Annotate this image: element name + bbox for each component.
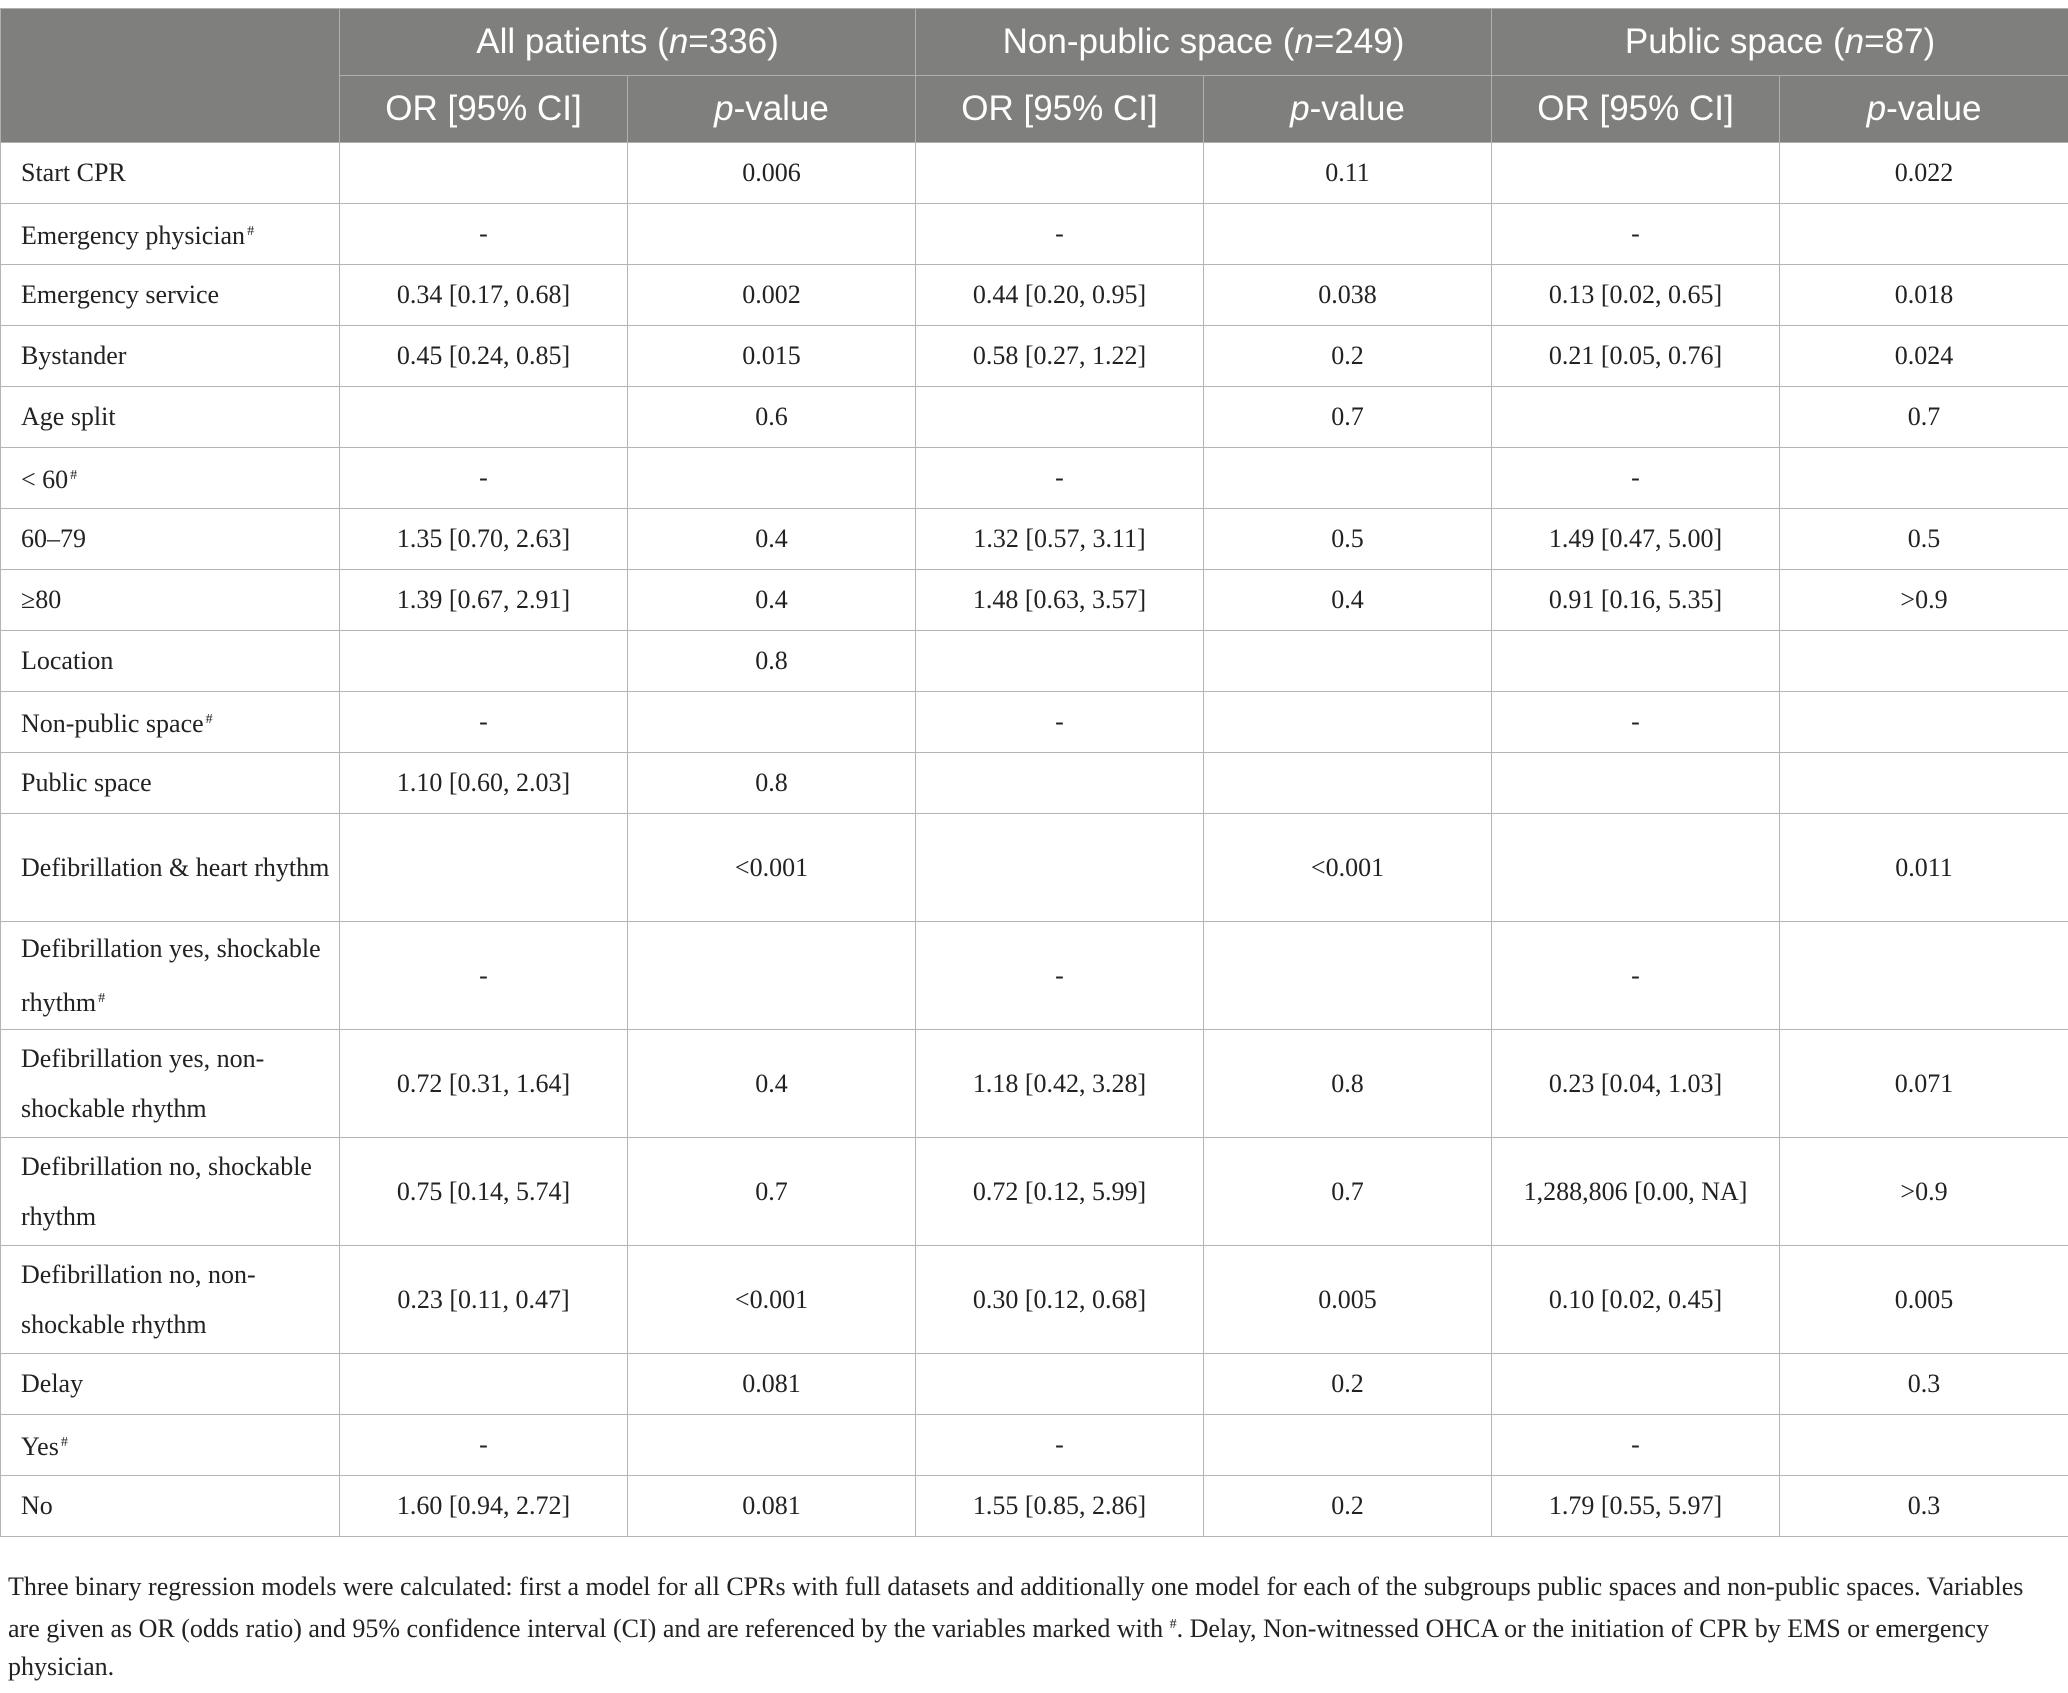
header-or-ci: OR [95% CI] — [916, 76, 1204, 143]
reference-mark: # — [205, 712, 213, 727]
group-label: Non-public space ( — [1002, 22, 1295, 61]
group-n-var: n — [1294, 22, 1314, 61]
header-p-value — [628, 76, 916, 143]
row-label-cell — [1, 1246, 340, 1354]
or-ci-cell: 0.23 [0.11, 0.47] — [340, 1246, 628, 1354]
table-row — [1, 1138, 2068, 1246]
or-ci-cell: - — [340, 448, 628, 509]
row-label-cell — [1, 570, 340, 631]
or-ci-cell: 0.72 [0.31, 1.64] — [340, 1030, 628, 1138]
or-ci-cell: 1.49 [0.47, 5.00] — [1492, 509, 1780, 570]
or-ci-cell: - — [1492, 692, 1780, 753]
p-value-cell: 0.8 — [1204, 1030, 1492, 1138]
header-group-public-space — [1492, 9, 2068, 76]
or-ci-cell: 0.44 [0.20, 0.95] — [916, 265, 1204, 326]
p-value-cell — [1204, 448, 1492, 509]
p-value-cell: 0.11 — [1204, 143, 1492, 204]
or-ci-cell — [916, 814, 1204, 922]
reference-mark: # — [60, 1435, 68, 1450]
p-value-cell: 0.3 — [1780, 1476, 2068, 1537]
p-value-cell: 0.7 — [1204, 387, 1492, 448]
p-value-cell — [628, 448, 916, 509]
or-ci-cell: 1.60 [0.94, 2.72] — [340, 1476, 628, 1537]
p-value-cell — [1780, 204, 2068, 265]
p-value-cell: >0.9 — [1780, 1138, 2068, 1246]
or-ci-cell — [916, 387, 1204, 448]
or-ci-cell — [916, 143, 1204, 204]
or-ci-cell: 0.13 [0.02, 0.65] — [1492, 265, 1780, 326]
header-group-all-patients — [340, 9, 916, 76]
or-ci-cell — [916, 1354, 1204, 1415]
or-ci-cell: 1.18 [0.42, 3.28] — [916, 1030, 1204, 1138]
or-ci-cell — [340, 1354, 628, 1415]
p-value-cell — [1204, 922, 1492, 1030]
row-label: Defibrillation yes, shockable rhythm — [21, 933, 321, 1017]
row-label: Emergency service — [21, 280, 220, 309]
p-value-cell: 0.2 — [1204, 1476, 1492, 1537]
row-label-cell — [1, 1354, 340, 1415]
row-label: 60–79 — [21, 524, 86, 553]
p-value-cell: 0.011 — [1780, 814, 2068, 922]
or-ci-cell — [340, 387, 628, 448]
p-value-cell: 0.002 — [628, 265, 916, 326]
p-value-cell: 0.3 — [1780, 1354, 2068, 1415]
p-value-cell: 0.8 — [628, 753, 916, 814]
or-ci-cell — [1492, 387, 1780, 448]
row-label-cell — [1, 753, 340, 814]
header-p-value — [1204, 76, 1492, 143]
p-value-cell: 0.4 — [628, 509, 916, 570]
reference-mark: # — [98, 990, 106, 1006]
footnote-text: Three binary regression models were calculated: first a model for all CPRs with full datasets and additionally one model for each of the subgroups public spaces and non-public spaces. Variables are given as OR (odds ratio) and 95% confidence interval (CI) and are referenced by the variables marked with — [8, 1572, 2024, 1643]
reference-mark: # — [247, 224, 255, 239]
or-ci-cell — [1492, 814, 1780, 922]
table-row — [1, 448, 2068, 509]
row-label: Location — [21, 646, 114, 675]
row-label-cell — [1, 1476, 340, 1537]
row-label-cell — [1, 326, 340, 387]
p-value-cell: 0.7 — [1780, 387, 2068, 448]
header-corner-cell — [1, 9, 340, 143]
or-ci-cell: - — [340, 922, 628, 1030]
row-label: Yes — [21, 1432, 59, 1461]
or-ci-cell: - — [916, 692, 1204, 753]
row-label-cell — [1, 631, 340, 692]
p-var: p — [1290, 89, 1310, 128]
row-label: < 60 — [21, 465, 69, 494]
p-value-cell — [1204, 692, 1492, 753]
or-ci-cell: - — [916, 204, 1204, 265]
row-label-cell — [1, 509, 340, 570]
or-ci-cell: 0.91 [0.16, 5.35] — [1492, 570, 1780, 631]
p-value-cell: 0.038 — [1204, 265, 1492, 326]
table-row — [1, 1476, 2068, 1537]
p-var: p — [1866, 89, 1887, 128]
p-value-cell: 0.5 — [1780, 509, 2068, 570]
footnote-text-end: . Delay, Non-witnessed OHCA or the initiation of CPR by EMS or emergency physician. — [8, 1614, 1989, 1681]
p-value-cell: 0.024 — [1780, 326, 2068, 387]
p-value-cell — [1780, 1415, 2068, 1476]
row-label: ≥80 — [21, 585, 62, 614]
row-label: Defibrillation & heart rhythm — [21, 852, 330, 882]
group-n-value: =249) — [1313, 22, 1405, 61]
or-ci-cell: - — [1492, 1415, 1780, 1476]
row-label: Defibrillation no, non-shockable rhythm — [21, 1259, 256, 1339]
row-label: Bystander — [21, 341, 127, 370]
table-row — [1, 1030, 2068, 1138]
table-footnote — [8, 1568, 2058, 1686]
p-value-cell — [1780, 692, 2068, 753]
p-value-cell — [1780, 753, 2068, 814]
p-value-cell: 0.071 — [1780, 1030, 2068, 1138]
p-value-cell: >0.9 — [1780, 570, 2068, 631]
or-ci-cell — [1492, 753, 1780, 814]
or-ci-cell: 0.21 [0.05, 0.76] — [1492, 326, 1780, 387]
group-label: Public space ( — [1624, 22, 1845, 61]
p-value-cell — [628, 692, 916, 753]
row-label-cell — [1, 143, 340, 204]
table-row — [1, 692, 2068, 753]
table-body — [1, 143, 2068, 1537]
row-label: Public space — [21, 768, 152, 797]
row-label-cell — [1, 448, 340, 509]
row-label-cell — [1, 692, 340, 753]
row-label: No — [21, 1491, 53, 1520]
row-label-cell — [1, 1030, 340, 1138]
group-n-value: =336) — [688, 22, 779, 61]
or-ci-cell: 0.75 [0.14, 5.74] — [340, 1138, 628, 1246]
header-p-value — [1780, 76, 2068, 143]
p-value-cell: 0.4 — [628, 570, 916, 631]
p-value-cell: 0.7 — [1204, 1138, 1492, 1246]
p-value-cell: 0.005 — [1780, 1246, 2068, 1354]
table-row — [1, 814, 2068, 922]
row-label-cell — [1, 814, 340, 922]
p-value-cell — [628, 204, 916, 265]
table-row — [1, 1246, 2068, 1354]
header-or-ci: OR [95% CI] — [1492, 76, 1780, 143]
or-ci-cell: 0.72 [0.12, 5.99] — [916, 1138, 1204, 1246]
or-ci-cell: - — [340, 204, 628, 265]
table-row — [1, 204, 2068, 265]
or-ci-cell: 1,288,806 [0.00, NA] — [1492, 1138, 1780, 1246]
row-label-cell — [1, 204, 340, 265]
p-value-cell: 0.015 — [628, 326, 916, 387]
p-value-cell — [1780, 922, 2068, 1030]
or-ci-cell: 1.39 [0.67, 2.91] — [340, 570, 628, 631]
row-label-cell — [1, 922, 340, 1030]
row-label-cell — [1, 1415, 340, 1476]
p-value-cell: 0.018 — [1780, 265, 2068, 326]
header-row-groups — [1, 9, 2068, 76]
or-ci-cell: - — [916, 922, 1204, 1030]
p-value-cell: 0.081 — [628, 1476, 916, 1537]
or-ci-cell: 1.55 [0.85, 2.86] — [916, 1476, 1204, 1537]
or-ci-cell — [340, 143, 628, 204]
regression-table-container — [0, 8, 2068, 1537]
row-label: Non-public space — [21, 709, 204, 738]
or-ci-cell — [340, 814, 628, 922]
or-ci-cell: - — [916, 1415, 1204, 1476]
or-ci-cell: - — [1492, 204, 1780, 265]
or-ci-cell — [1492, 1354, 1780, 1415]
or-ci-cell — [916, 753, 1204, 814]
p-value-cell: 0.022 — [1780, 143, 2068, 204]
p-value-cell — [628, 1415, 916, 1476]
table-row — [1, 509, 2068, 570]
p-value-cell — [1204, 1415, 1492, 1476]
p-value-cell — [1204, 753, 1492, 814]
p-value-cell — [1204, 631, 1492, 692]
or-ci-cell: - — [340, 692, 628, 753]
header-group-non-public-space — [916, 9, 1492, 76]
p-value-cell: <0.001 — [1204, 814, 1492, 922]
p-suffix: -value — [733, 89, 829, 128]
table-header — [1, 9, 2068, 143]
row-label-cell — [1, 387, 340, 448]
regression-table — [0, 8, 2068, 1537]
reference-mark: # — [70, 468, 78, 483]
p-value-cell: <0.001 — [628, 814, 916, 922]
group-n-var: n — [668, 22, 689, 61]
p-value-cell: 0.2 — [1204, 1354, 1492, 1415]
or-ci-cell: - — [340, 1415, 628, 1476]
group-label: All patients ( — [476, 22, 669, 61]
or-ci-cell — [340, 631, 628, 692]
or-ci-cell: 1.48 [0.63, 3.57] — [916, 570, 1204, 631]
row-label: Age split — [21, 402, 116, 431]
p-suffix: -value — [1886, 89, 1982, 128]
p-value-cell: 0.8 — [628, 631, 916, 692]
or-ci-cell: 1.79 [0.55, 5.97] — [1492, 1476, 1780, 1537]
table-row — [1, 753, 2068, 814]
p-value-cell — [1204, 204, 1492, 265]
table-row — [1, 326, 2068, 387]
row-label: Defibrillation no, shockable rhythm — [21, 1151, 312, 1231]
table-row — [1, 387, 2068, 448]
table-row — [1, 143, 2068, 204]
or-ci-cell: - — [1492, 922, 1780, 1030]
p-value-cell: 0.005 — [1204, 1246, 1492, 1354]
p-value-cell: 0.7 — [628, 1138, 916, 1246]
p-value-cell: 0.4 — [1204, 570, 1492, 631]
group-n-var: n — [1844, 22, 1865, 61]
or-ci-cell: 1.35 [0.70, 2.63] — [340, 509, 628, 570]
row-label: Defibrillation yes, non-shockable rhythm — [21, 1043, 265, 1123]
table-row — [1, 631, 2068, 692]
or-ci-cell — [916, 631, 1204, 692]
or-ci-cell: 0.30 [0.12, 0.68] — [916, 1246, 1204, 1354]
p-value-cell — [1780, 631, 2068, 692]
p-value-cell: 0.4 — [628, 1030, 916, 1138]
or-ci-cell: 1.10 [0.60, 2.03] — [340, 753, 628, 814]
table-row — [1, 570, 2068, 631]
p-value-cell: 0.006 — [628, 143, 916, 204]
p-suffix: -value — [1309, 89, 1405, 128]
p-value-cell: 0.5 — [1204, 509, 1492, 570]
or-ci-cell — [1492, 143, 1780, 204]
p-value-cell: 0.2 — [1204, 326, 1492, 387]
or-ci-cell: 0.34 [0.17, 0.68] — [340, 265, 628, 326]
p-value-cell — [628, 922, 916, 1030]
table-row — [1, 265, 2068, 326]
or-ci-cell: - — [1492, 448, 1780, 509]
header-or-ci: OR [95% CI] — [340, 76, 628, 143]
p-var: p — [714, 89, 734, 128]
p-value-cell: 0.6 — [628, 387, 916, 448]
table-row — [1, 1415, 2068, 1476]
or-ci-cell: 1.32 [0.57, 3.11] — [916, 509, 1204, 570]
or-ci-cell — [1492, 631, 1780, 692]
p-value-cell: 0.081 — [628, 1354, 916, 1415]
row-label: Emergency physician — [21, 221, 246, 250]
or-ci-cell: - — [916, 448, 1204, 509]
row-label: Delay — [21, 1369, 84, 1398]
row-label-cell — [1, 265, 340, 326]
row-label-cell — [1, 1138, 340, 1246]
or-ci-cell: 0.45 [0.24, 0.85] — [340, 326, 628, 387]
or-ci-cell: 0.23 [0.04, 1.03] — [1492, 1030, 1780, 1138]
or-ci-cell: 0.58 [0.27, 1.22] — [916, 326, 1204, 387]
group-n-value: =87) — [1864, 22, 1936, 61]
or-ci-cell: 0.10 [0.02, 0.45] — [1492, 1246, 1780, 1354]
table-row — [1, 922, 2068, 1030]
table-row — [1, 1354, 2068, 1415]
row-label: Start CPR — [21, 158, 126, 187]
p-value-cell: <0.001 — [628, 1246, 916, 1354]
p-value-cell — [1780, 448, 2068, 509]
footnote-reference-mark: # — [1169, 1617, 1177, 1632]
